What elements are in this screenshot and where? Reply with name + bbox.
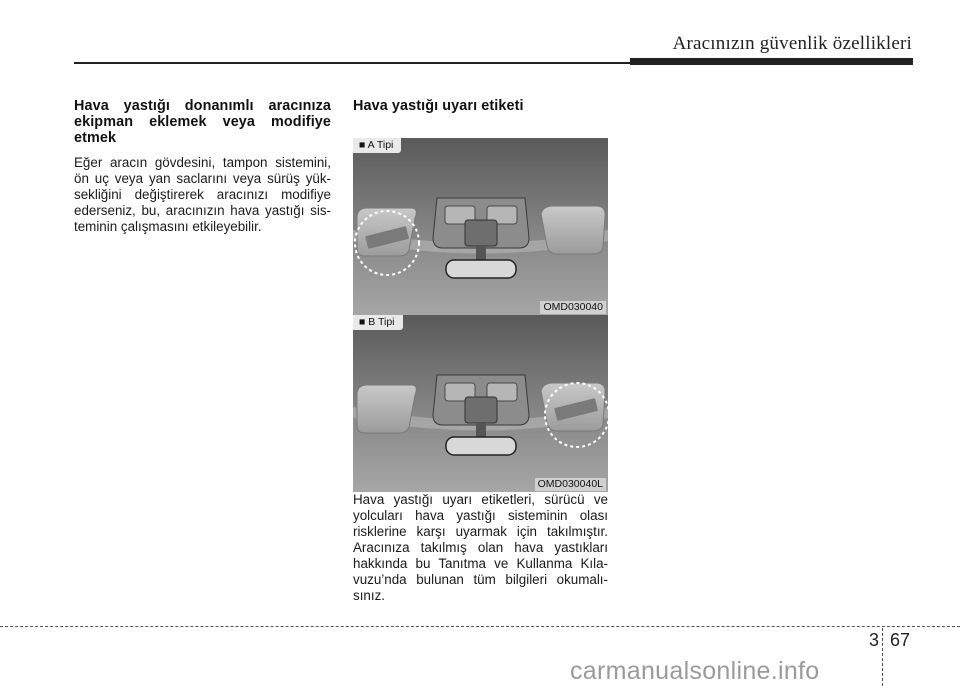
watermark: carmanualsonline.info xyxy=(570,657,820,685)
chapter-number: 3 xyxy=(869,630,880,650)
section-body-warning-label: Hava yastığı uyarı etiketleri, sürücü ve yolcuları hava yastığı sisteminin olası risklerine karşı uyarmak için takılmıştır. Aracınıza takılmış olan hava yastıkları hakkında bu Tanıtma ve Kullanma Kıla-vuzu’nda bulunan tüm bilgileri okumalı-sınız. xyxy=(353,492,608,603)
figure-b-illustration xyxy=(353,315,608,492)
header-rule-thick xyxy=(630,58,913,65)
page-number: 67 xyxy=(890,630,911,650)
page-number-divider xyxy=(882,628,883,686)
figure-b-code: OMD030040L xyxy=(535,478,606,491)
footer-rule xyxy=(0,626,960,627)
figure-a-illustration xyxy=(353,138,608,315)
figure-a-code: OMD030040 xyxy=(540,301,606,314)
section-heading-modification: Hava yastığı donanımlı aracınıza ekipman eklemek veya modifiye etmek xyxy=(74,98,331,146)
running-header: Aracınızın güvenlik özellikleri xyxy=(672,33,912,54)
left-column xyxy=(74,98,331,235)
figure-type-a xyxy=(353,138,608,315)
figure-type-b xyxy=(353,315,608,492)
figure-b-tag: ■ B Tipi xyxy=(353,315,403,330)
section-heading-warning-label: Hava yastığı uyarı etiketi xyxy=(353,98,524,114)
figure-a-tag: ■ A Tipi xyxy=(353,138,401,153)
header-rule-thin xyxy=(74,62,630,64)
middle-column xyxy=(353,98,608,604)
section-body-modification: Eğer aracın gövdesini, tampon sistemini, ön uç veya yan saclarını veya sürüş yük-sekliğini değiştirerek aracınızı modifiye ederseniz, bu, aracınızın hava yastığı sis-teminin çalışmasını etkileyebilir. xyxy=(74,155,331,234)
